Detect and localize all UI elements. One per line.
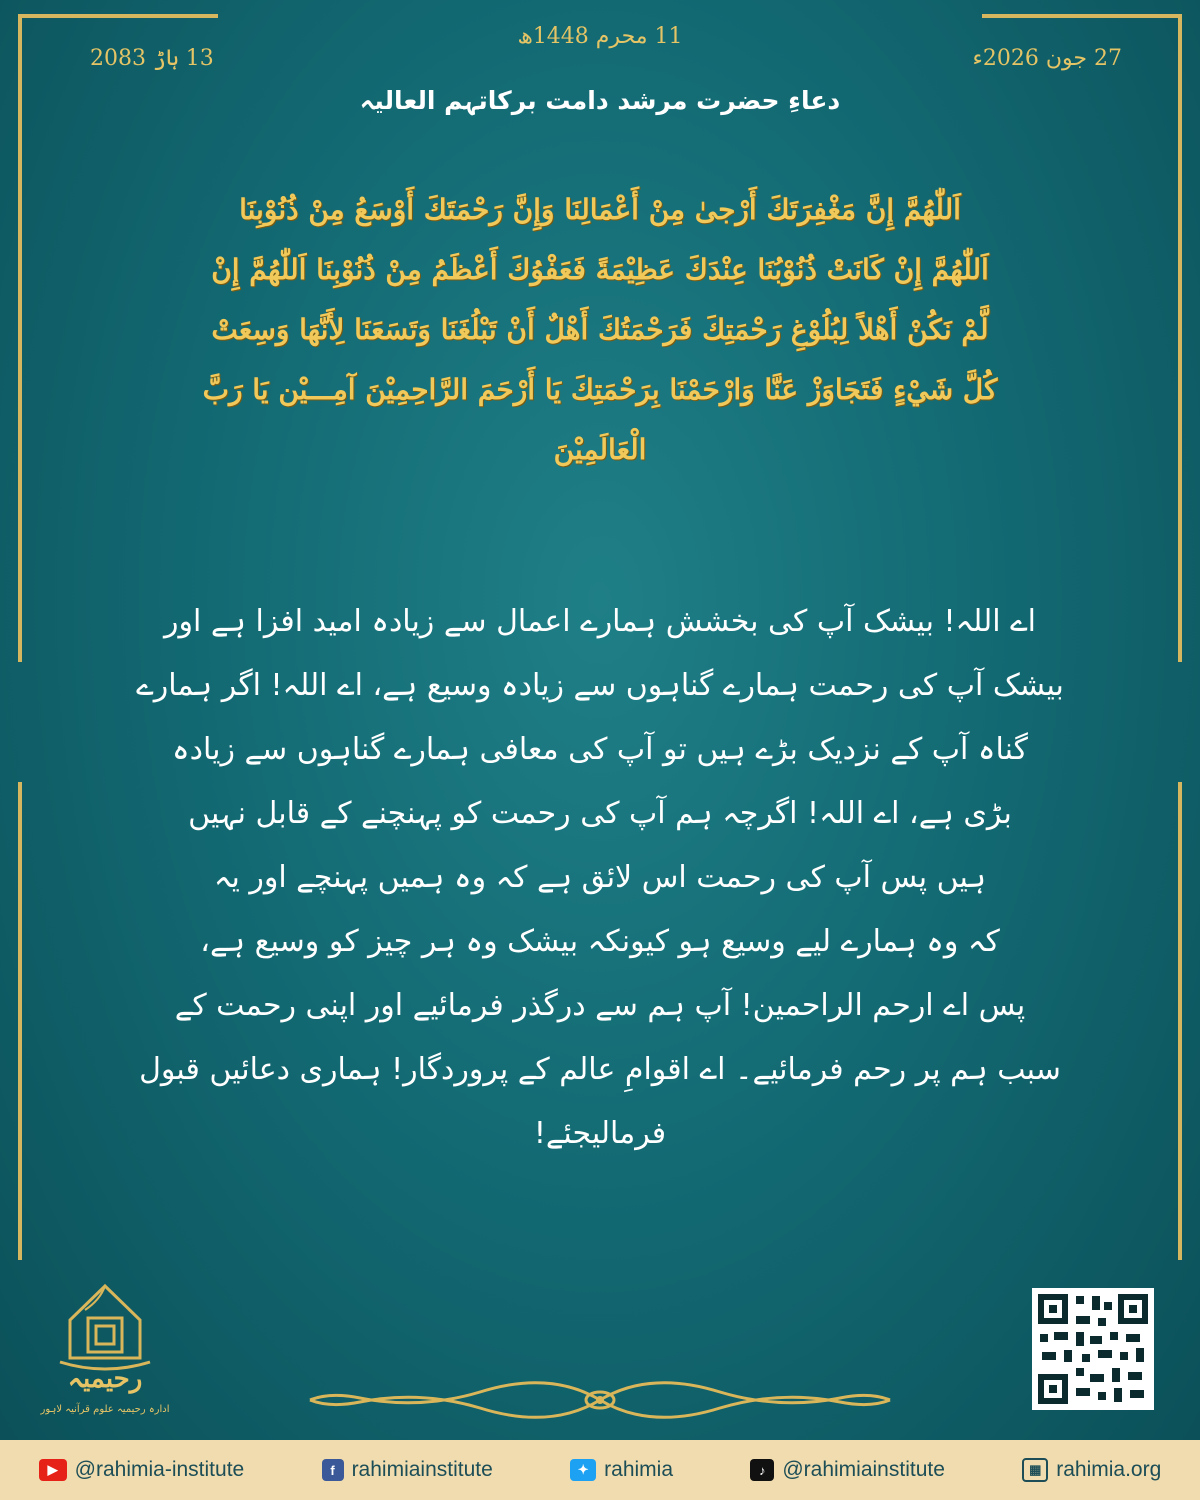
frame-left-bottom: [18, 782, 22, 1260]
tiktok-handle: @rahimiainstitute: [782, 1458, 945, 1481]
frame-top-left: [18, 14, 218, 18]
translation-line: پس اے ارحم الراحمین! آپ ہم سے درگذر فرمائیے اور اپنی رحمت کے: [174, 988, 1026, 1023]
dua-line: كُلَّ شَيْءٍ فَتَجَاوَزْ عَنَّا وَارْحَمْنَا بِرَحْمَتِكَ يَا أَرْحَمَ الرَّاحِمِيْنَ آمِـــيْن يَا رَبَّ: [202, 373, 998, 406]
ornament-divider: [300, 1370, 900, 1430]
dua-line: اَللّٰهُمَّ إِنَّ مَغْفِرَتَكَ أَرْجىٰ مِنْ أَعْمَالِنَا وَإِنَّ رَحْمَتَكَ أَوْسَعُ مِنْ ذُنُوْبِنَا: [239, 193, 961, 226]
gregorian-date: 27 جون 2026ء: [972, 46, 1122, 71]
frame-top-right: [982, 14, 1182, 18]
facebook-link[interactable]: [322, 1458, 493, 1482]
tiktok-icon: ♪: [750, 1459, 774, 1481]
qr-small-icon: ▦: [1022, 1458, 1048, 1482]
translation-line: گناہ آپ کے نزدیک بڑے ہیں تو آپ کی معافی ہمارے گناہوں سے زیادہ: [172, 732, 1028, 767]
dua-line: الْعَالَمِيْنَ: [553, 433, 647, 466]
facebook-icon: f: [322, 1459, 344, 1481]
translation-line: بڑی ہے، اے اللہ! اگرچہ ہم آپ کی رحمت کو پہنچنے کے قابل نہیں: [188, 796, 1012, 831]
qr-code: [1032, 1288, 1154, 1410]
facebook-handle: rahimiainstitute: [351, 1458, 493, 1481]
translation-line: اے اللہ! بیشک آپ کی بخشش ہمارے اعمال سے زیادہ امید افزا ہے اور: [163, 604, 1036, 639]
dua-line: اَللّٰهُمَّ إِنْ كَانَتْ ذُنُوْبُنَا عِنْدَكَ عَظِيْمَةً فَعَفْوُكَ أَعْظَمُ مِنْ ذُنُوْبِنَا اَللّٰهُمَّ إِنْ: [211, 253, 989, 286]
twitter-link[interactable]: [570, 1458, 673, 1482]
twitter-handle: rahimia: [604, 1458, 673, 1481]
youtube-icon: ▶: [39, 1459, 67, 1481]
frame-right-bottom: [1178, 782, 1182, 1260]
dua-arabic: [150, 180, 1050, 480]
rahimia-logo: [40, 1280, 170, 1430]
desi-date: 13 ہاڑ 2083: [90, 46, 214, 71]
translation-line: ہیں پس آپ کی رحمت اس لائق ہے کہ وہ ہمیں پہنچے اور یہ: [213, 860, 987, 895]
website-link[interactable]: [1022, 1458, 1161, 1482]
logo-name: رحیمیہ: [67, 1364, 143, 1394]
youtube-link[interactable]: [39, 1458, 245, 1482]
website-url: rahimia.org: [1056, 1458, 1162, 1481]
tiktok-link[interactable]: [750, 1458, 945, 1482]
translation-line: سبب ہم پر رحم فرمائیے۔ اے اقوامِ عالم کے پروردگار! ہماری دعائیں قبول: [139, 1052, 1061, 1087]
youtube-handle: @rahimia-institute: [74, 1458, 245, 1481]
translation-line: فرمالیجئے!: [533, 1116, 667, 1151]
translation-line: بیشک آپ کی رحمت ہمارے گناہوں سے زیادہ وسیع ہے، اے اللہ! اگر ہمارے: [136, 668, 1064, 703]
hijri-date: 11 محرم 1448ھ: [517, 24, 683, 49]
translation-line: کہ وہ ہمارے لیے وسیع ہو کیونکہ بیشک وہ ہر چیز کو وسیع ہے،: [200, 924, 1000, 959]
twitter-icon: ✦: [570, 1459, 596, 1481]
translation-urdu: [130, 590, 1070, 1166]
logo-tagline: ادارہ رحیمیہ علوم قرآنیہ لاہور: [40, 1404, 170, 1415]
social-footer: [0, 1440, 1200, 1500]
dua-line: لَّمْ نَكُنْ أَهْلاً لِبُلُوْغِ رَحْمَتِكَ فَرَحْمَتُكَ أَهْلٌ أَنْ تَبْلُغَنَا وَتَسَعَنَا لِأَنَّهَا وَسِعَتْ: [211, 313, 989, 346]
page-title: دعاءِ حضرت مرشد دامت برکاتہم العالیہ: [359, 86, 841, 115]
